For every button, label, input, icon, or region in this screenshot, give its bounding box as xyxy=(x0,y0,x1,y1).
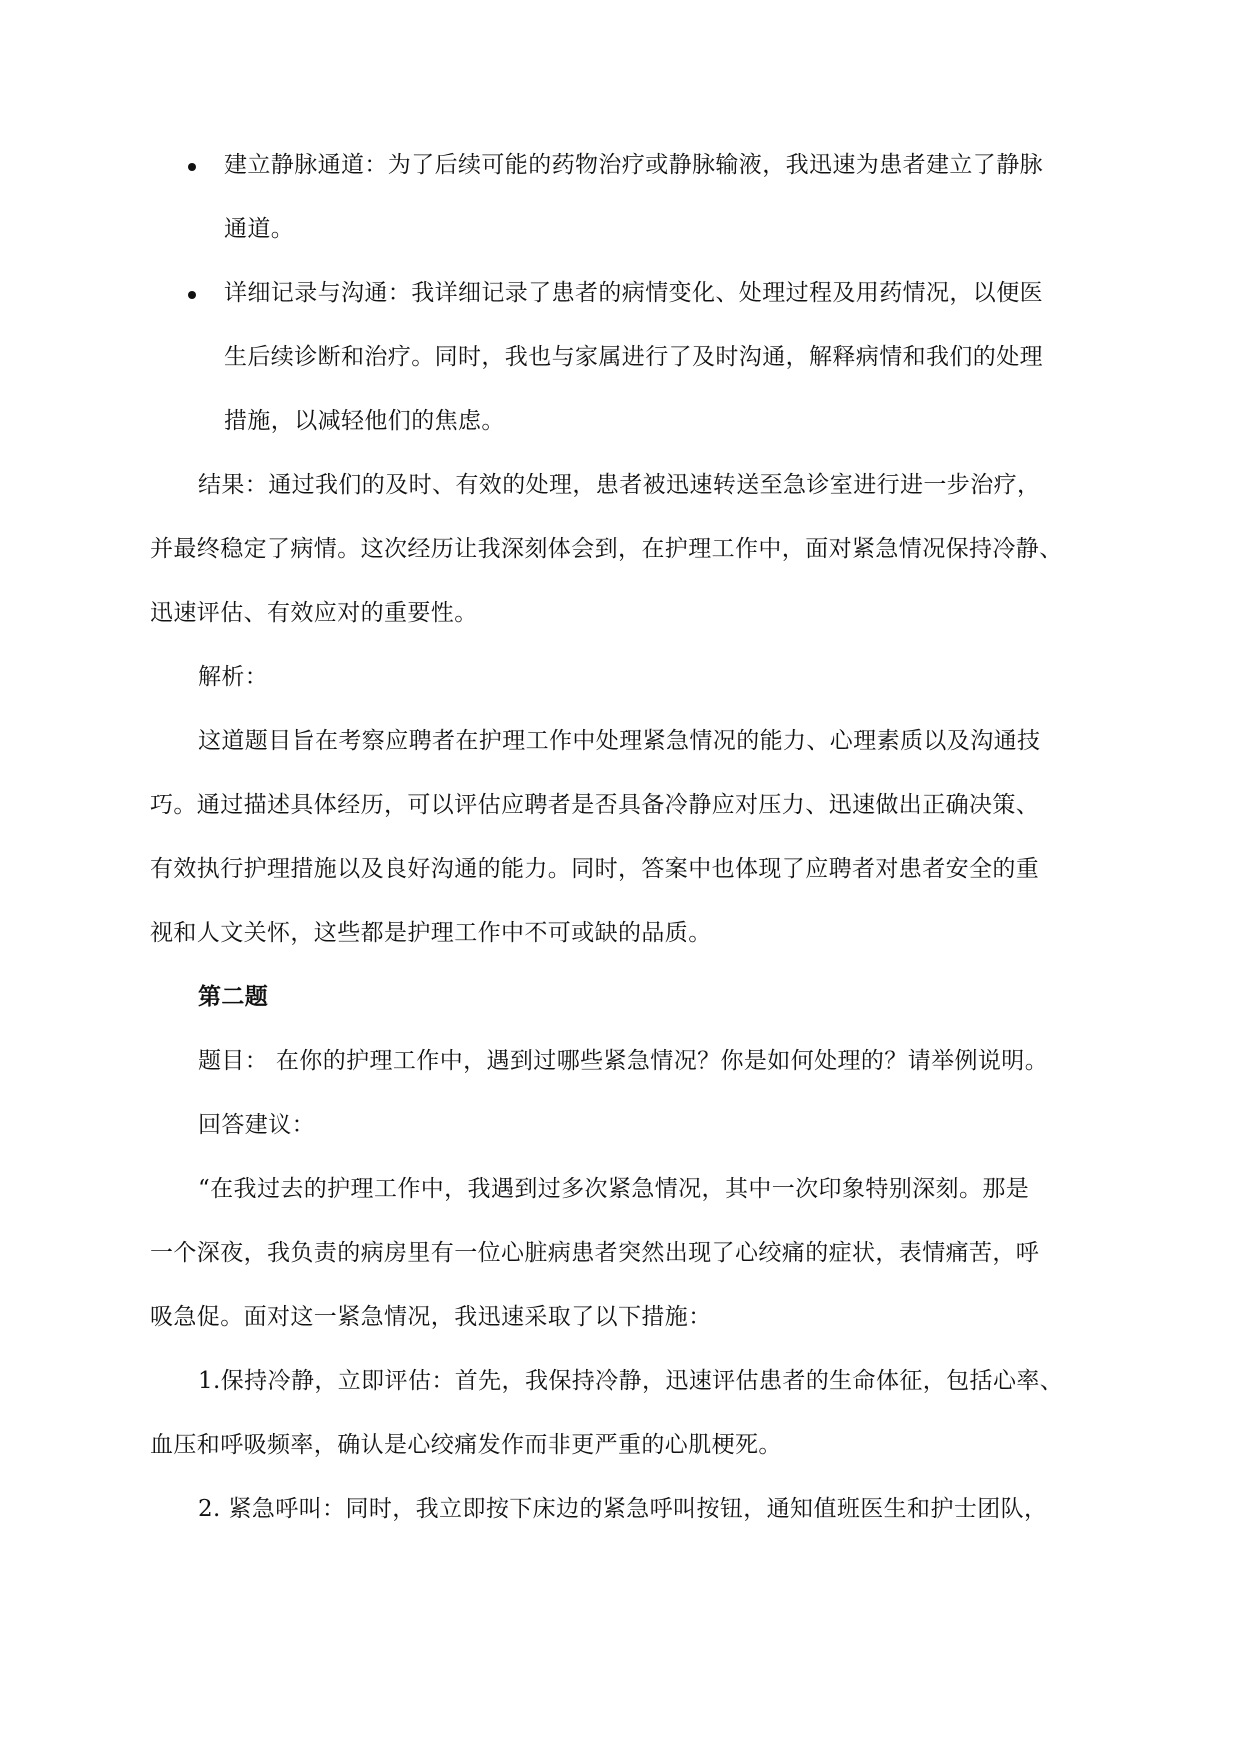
result-line-1: 结果：通过我们的及时、有效的处理，患者被迅速转送至急诊室进行进一步治疗， xyxy=(198,472,1041,498)
bullet-1-line-2: 通道。 xyxy=(224,216,295,242)
answer-line-1: “在我过去的护理工作中，我遇到过多次紧急情况，其中一次印象特别深刻。那是 xyxy=(198,1176,1030,1202)
bullet-2-line-3: 措施，以减轻他们的焦虑。 xyxy=(224,408,505,434)
bullet-1-line-1: 建立静脉通道：为了后续可能的药物治疗或静脉输液，我迅速为患者建立了静脉 xyxy=(224,152,1043,178)
bullet-icon xyxy=(188,291,196,299)
question-text: 题目： 在你的护理工作中，遇到过哪些紧急情况？你是如何处理的？请举例说明。 xyxy=(198,1048,1049,1074)
analysis-line-1: 这道题目旨在考察应聘者在护理工作中处理紧急情况的能力、心理素质以及沟通技 xyxy=(198,728,1041,754)
result-line-2: 并最终稳定了病情。这次经历让我深刻体会到，在护理工作中，面对紧急情况保持冷静、 xyxy=(150,536,1063,562)
step-1-line-1: 1.保持冷静，立即评估：首先，我保持冷静，迅速评估患者的生命体征，包括心率、 xyxy=(198,1368,1064,1394)
analysis-line-4: 视和人文关怀，这些都是护理工作中不可或缺的品质。 xyxy=(150,920,712,946)
answer-label: 回答建议： xyxy=(198,1112,315,1138)
bullet-icon xyxy=(188,163,196,171)
bullet-2-line-2: 生后续诊断和治疗。同时，我也与家属进行了及时沟通，解释病情和我们的处理 xyxy=(224,344,1043,370)
bullet-2-line-1: 详细记录与沟通：我详细记录了患者的病情变化、处理过程及用药情况，以便医 xyxy=(224,280,1043,306)
section-heading: 第二题 xyxy=(198,983,269,1010)
step-1-line-2: 血压和呼吸频率，确认是心绞痛发作而非更严重的心肌梗死。 xyxy=(150,1432,782,1458)
analysis-line-3: 有效执行护理措施以及良好沟通的能力。同时，答案中也体现了应聘者对患者安全的重 xyxy=(150,856,1040,882)
result-line-3: 迅速评估、有效应对的重要性。 xyxy=(150,600,478,626)
step-2-line-1: 2. 紧急呼叫：同时，我立即按下床边的紧急呼叫按钮，通知值班医生和护士团队， xyxy=(198,1496,1048,1522)
analysis-label: 解析： xyxy=(198,664,269,690)
analysis-line-2: 巧。通过描述具体经历，可以评估应聘者是否具备冷静应对压力、迅速做出正确决策、 xyxy=(150,792,1040,818)
answer-line-3: 吸急促。面对这一紧急情况，我迅速采取了以下措施： xyxy=(150,1304,712,1330)
answer-line-2: 一个深夜，我负责的病房里有一位心脏病患者突然出现了心绞痛的症状，表情痛苦，呼 xyxy=(150,1240,1040,1266)
